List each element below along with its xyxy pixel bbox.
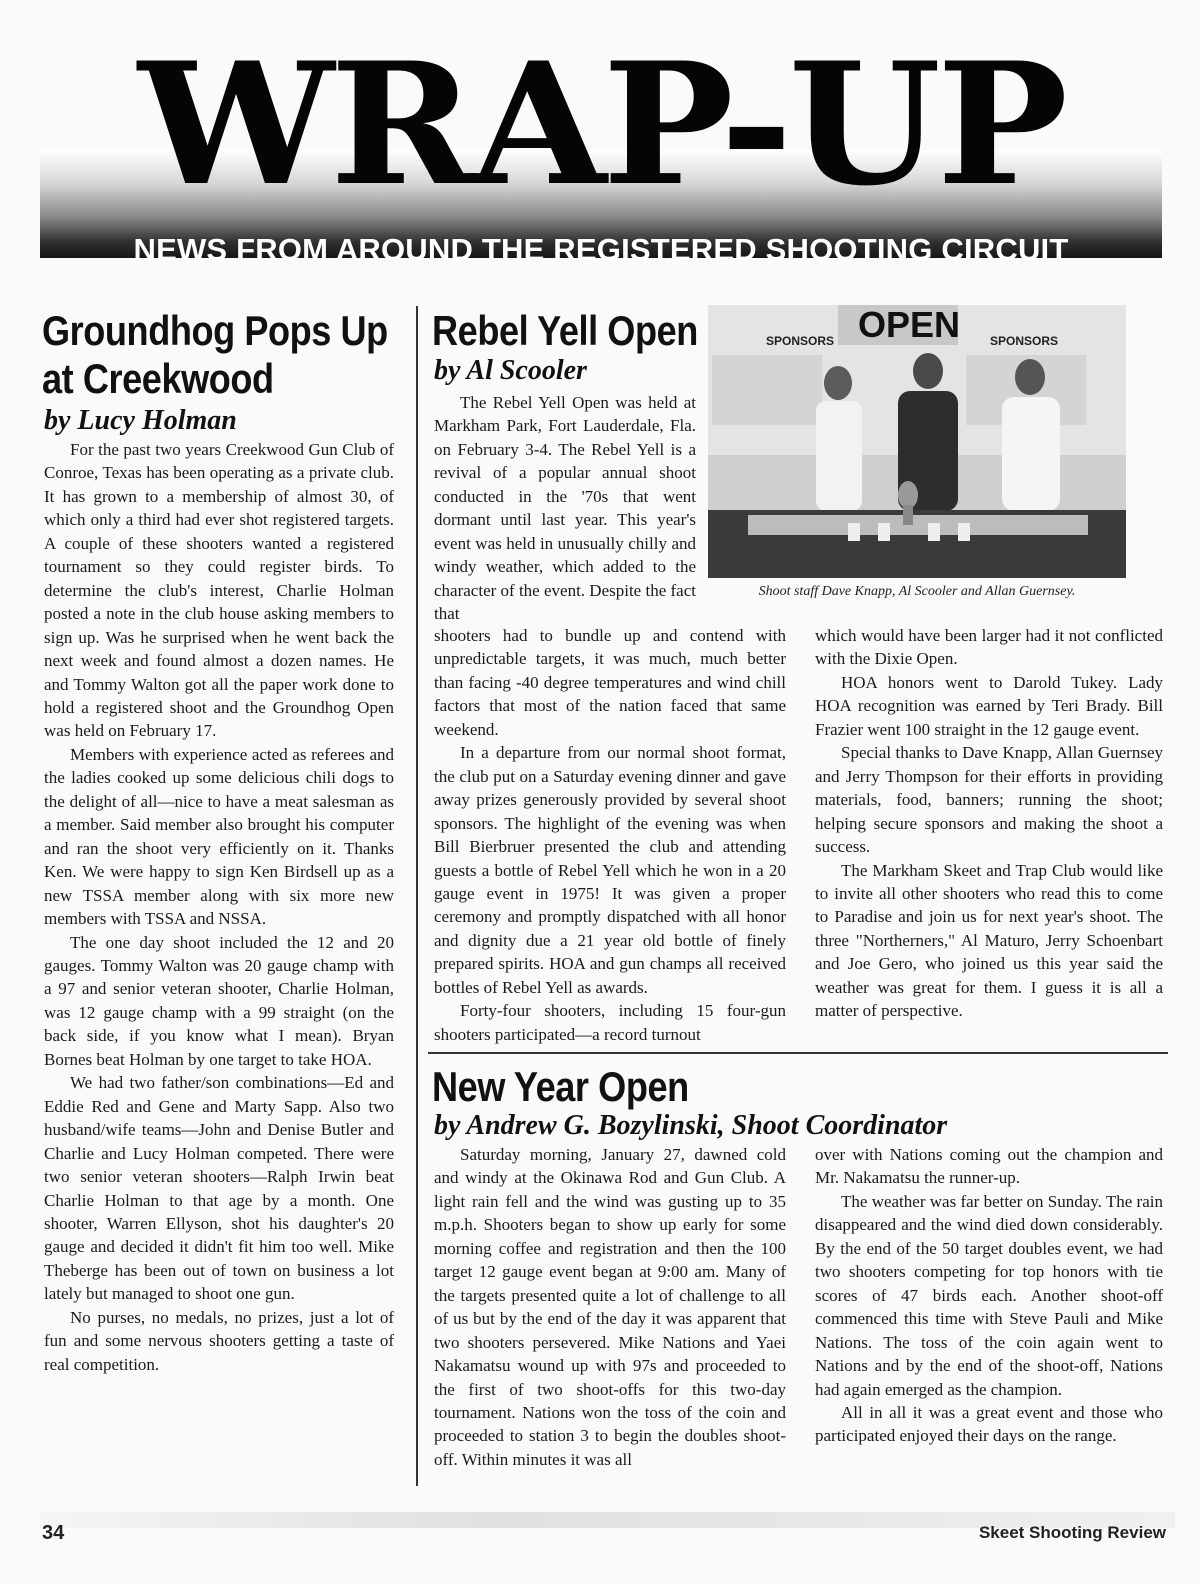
paragraph: which would have been larger had it not conflicted with the Dixie Open. [815,626,1163,669]
article3-body-right [815,1143,1163,1448]
paragraph: shooters had to bundle up and contend with unpredictable targets, it was much, much better than facing -40 degree temperatures and wind chill factors that most of the nation faced that same weekend. [434,626,786,739]
photo-sponsors-left: SPONSORS [766,334,835,348]
article3-headline: New Year Open [432,1063,689,1110]
page-number: 34 [42,1522,65,1544]
paragraph: The one day shoot included the 12 and 20 gauges. Tommy Walton was 20 gauge champ with a 97 and senior veteran shooter, Charlie Holman, was 12 gauge champ with a 99 straight (on the back side, if you know what I mean). Bryan Bornes beat Holman by one target to take HOA. [44,932,394,1069]
paragraph: We had two father/son combinations—Ed and Eddie Red and Gene and Marty Sapp. Also two husband/wife teams—John and Denise Butler and Charlie and Lucy Holman competed. There were two senior veteran shooters—Ralph Irwin beat Charlie Holman to that age by a month. One shooter, Warren Ellyson, shot his daughter's 20 gauge and decided it didn't fit him too well. Mike Theberge has been out of town on business a lot lately but managed to shoot one gun. [44,1073,394,1304]
masthead-subtitle: NEWS FROM AROUND THE REGISTERED SHOOTING CIRCUIT [133,232,1069,267]
paragraph: Saturday morning, January 27, dawned cold and windy at the Okinawa Rod and Gun Club. A light rain fell and the wind was gusting up to 35 m.p.h. Shooters began to show up early for some morning coffee and registration and then the 100 target 12 gauge event began at 9:00 am. Many of the targets presented quite a lot of challenge to all of us but by the end of the day it was apparent that two shooters persevered. Mike Nations and Yaei Nakamatsu wound up with 97s and proceeded to the first of two shoot-offs for this two-day tournament. Nations won the toss of the coin and proceeded to station 3 to begin the doubles shoot-off. Within minutes it was all [434,1145,786,1469]
article2-body-right [815,624,1163,1023]
magazine-name: Skeet Shooting Review [978,1523,1166,1542]
article2-headline: Rebel Yell Open [432,307,698,354]
paragraph: For the past two years Creekwood Gun Club of Conroe, Texas has been operating as a private club. It has grown to a membership of almost 30, of which only a third had ever shot registered targets. A couple of these shooters wanted a registered tournament so they could register birds. To determine the club's interest, Charlie Holman posted a note in the club house asking members to sign up. Was he surprised when he went back the next week and found almost a dozen names. He and Tommy Walton got all the paper work done to hold a registered shoot and the Groundhog Open was held on February 17. [44,440,394,741]
paragraph: over with Nations coming out the champion and Mr. Nakamatsu the runner-up. [815,1145,1163,1188]
paragraph: Forty-four shooters, including 15 four-gun shooters participated—a record turnout [434,1001,786,1044]
photo-sponsors-right: SPONSORS [990,334,1059,348]
article2-body-left [434,624,786,1046]
paragraph: Special thanks to Dave Knapp, Allan Guernsey and Jerry Thompson for their efforts in providing materials, food, banners; running the shoot; helping secure sponsors and making the shoot a success. [815,743,1163,857]
article1-byline: by Lucy Holman [44,405,237,436]
paragraph: The weather was far better on Sunday. The rain disappeared and the wind died down considerably. By the end of the 50 target doubles event, we had two shooters competing for top honors with tie scores of 47 birds each. Another shoot-off commenced this time with Steve Pauli and Mike Nations. The toss of the coin again went to Nations and by the end of the shoot-off, Nations had again emerged as the champion. [815,1191,1163,1399]
article1-headline-line1: Groundhog Pops Up [42,307,388,354]
column-divider-left [416,306,418,1486]
photo-caption: Shoot staff Dave Knapp, Al Scooler and Allan Guernsey. [758,584,1076,599]
article2-byline: by Al Scooler [434,355,587,386]
paragraph: Members with experience acted as referees and the ladies cooked up some delicious chili dogs to the delight of all—nice to have a meat salesman as a member. Said member also brought his computer and ran the shoot very efficiently on it. Thanks Ken. We were happy to sign Ken Birdsell up as a new TSSA member along with six more new members with TSSA and NSSA. [44,744,394,929]
article1-headline-line2: at Creekwood [42,355,274,402]
photo-banner-text: OPEN [858,305,961,345]
article3-body-left [434,1143,786,1471]
article1-body [44,438,394,1376]
paragraph: HOA honors went to Darold Tukey. Lady HOA recognition was earned by Teri Brady. Bill Frazier went 100 straight in the 12 gauge event. [815,672,1163,739]
masthead-title: WRAP-UP [138,25,1064,223]
article3-byline: by Andrew G. Bozylinski, Shoot Coordinator [434,1110,948,1141]
paragraph: The Markham Skeet and Trap Club would like to invite all other shooters who read this to come to Paradise and join us for next year's shoot. The three "Northerners," Al Maturo, Jerry Schoenbart and Joe Gero, who joined us this year said the weather was great for them. I guess it is all a matter of perspective. [815,860,1163,1021]
paragraph: No purses, no medals, no prizes, just a lot of fun and some nervous shooters getting a taste of real competition. [44,1307,394,1374]
article2-intro [434,391,696,626]
event-photo [708,305,1126,578]
paragraph: The Rebel Yell Open was held at Markham Park, Fort Lauderdale, Fla. on February 3-4. The Rebel Yell is a revival of a popular annual shoot conducted in the '70s that went dormant until last year. This year's event was held in unusually chilly and windy weather, which added to the character of the event. Despite the fact that [434,393,696,624]
section-divider [428,1052,1168,1054]
paragraph: In a departure from our normal shoot format, the club put on a Saturday evening dinner and gave away prizes generously provided by several shoot sponsors. The highlight of the evening was when Bill Bierbruer presented the club and attending guests a bottle of Rebel Yell which he won in a 20 gauge event in 1975! It was given a proper ceremony and promptly dispatched with all honor and dignity due a 21 year old bottle of finely prepared spirits. HOA and gun champs all received bottles of Rebel Yell as awards. [434,743,786,997]
paragraph: All in all it was a great event and those who participated enjoyed their days on the range. [815,1402,1163,1446]
